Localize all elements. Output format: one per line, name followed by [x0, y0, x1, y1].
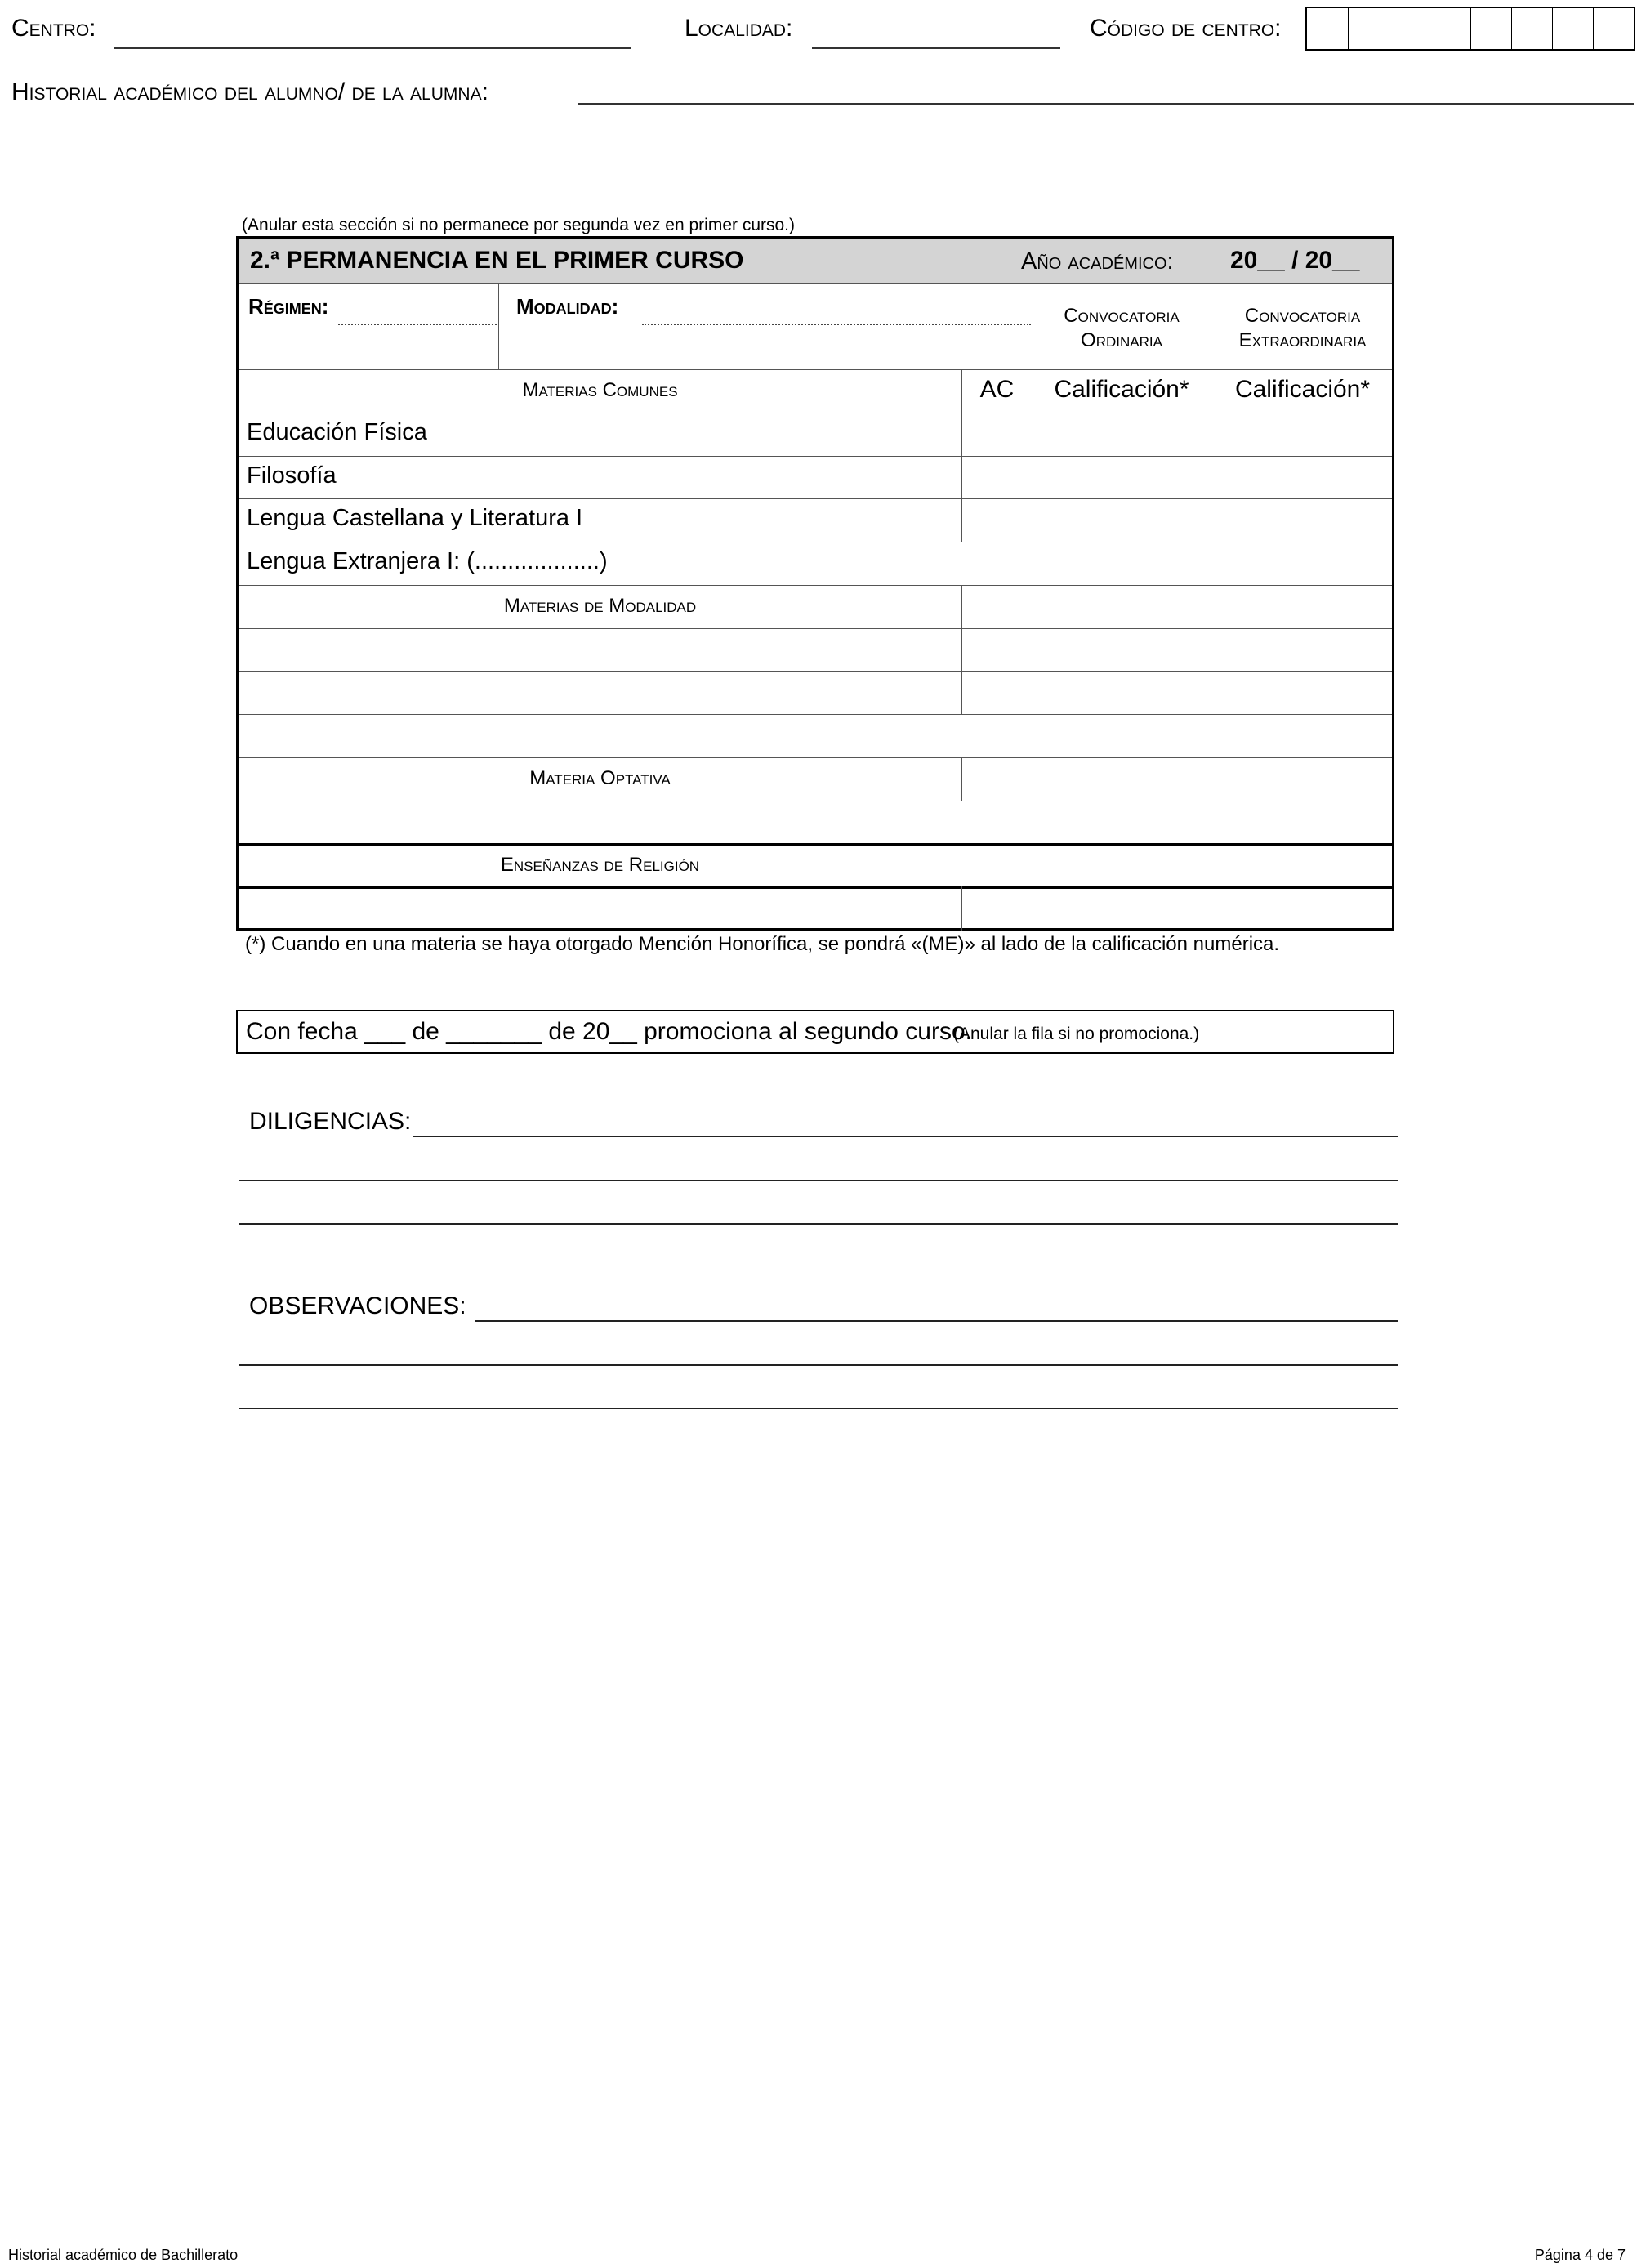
- convocatoria-ordinaria-line1: Convocatoria: [1064, 305, 1180, 327]
- promociona-text: Con fecha ___ de _______ de 20__ promociona al segundo curso.: [246, 1018, 972, 1045]
- diligencias-label: DILIGENCIAS:: [249, 1108, 412, 1135]
- subject-lengua-castellana: Lengua Castellana y Literatura I: [247, 505, 583, 531]
- regimen-label: Régimen:: [248, 294, 329, 319]
- historial-label: Historial académico del alumno/ de la alumna:: [11, 78, 488, 105]
- subject-educacion-fisica: Educación Física: [247, 419, 427, 445]
- convocatoria-extraordinaria-line1: Convocatoria: [1244, 305, 1361, 327]
- section-title: 2.ª PERMANENCIA EN EL PRIMER CURSO: [250, 247, 744, 274]
- calificacion-ordinaria-header: Calificación*: [1054, 376, 1189, 403]
- centro-label: Centro:: [11, 15, 96, 42]
- footer-page-number: Página 4 de 7: [1534, 2247, 1626, 2263]
- observaciones-line-2[interactable]: [239, 1364, 1398, 1366]
- historial-field[interactable]: [578, 103, 1634, 105]
- convocatoria-extraordinaria-header: [1211, 304, 1394, 353]
- subject-lengua-extranjera: Lengua Extranjera I: (...................): [247, 548, 608, 574]
- observaciones-line-1[interactable]: [475, 1320, 1398, 1322]
- codigo-centro-label: Código de centro:: [1090, 15, 1282, 42]
- regimen-field[interactable]: [338, 324, 497, 325]
- convocatoria-ordinaria-line2: Ordinaria: [1081, 329, 1162, 351]
- footer-left: Historial académico de Bachillerato: [8, 2247, 239, 2263]
- grades-table: [236, 236, 1394, 931]
- materias-comunes-header: Materias Comunes: [522, 379, 678, 401]
- diligencias-line-3[interactable]: [239, 1223, 1398, 1225]
- localidad-field[interactable]: [812, 47, 1060, 49]
- promociona-row[interactable]: [236, 1010, 1394, 1054]
- ensenanzas-religion-header: Enseñanzas de Religión: [500, 854, 700, 876]
- convocatoria-ordinaria-header: [1033, 304, 1211, 353]
- modalidad-label: Modalidad:: [516, 294, 619, 319]
- subject-filosofia: Filosofía: [247, 462, 337, 489]
- calificacion-extraordinaria-header: Calificación*: [1234, 376, 1371, 403]
- promociona-note: (Anular la fila si no promociona.): [953, 1025, 1200, 1043]
- ac-header: AC: [979, 376, 1015, 403]
- anio-academico-label: Año académico:: [1021, 248, 1174, 275]
- observaciones-line-3[interactable]: [239, 1408, 1398, 1409]
- localidad-label: Localidad:: [685, 15, 793, 42]
- modalidad-field[interactable]: [642, 324, 1031, 325]
- centro-field[interactable]: [114, 47, 631, 49]
- section-note: (Anular esta sección si no permanece por segunda vez en primer curso.): [242, 216, 796, 234]
- observaciones-label: OBSERVACIONES:: [249, 1292, 466, 1319]
- diligencias-line-2[interactable]: [239, 1180, 1398, 1181]
- diligencias-line-1[interactable]: [413, 1136, 1398, 1137]
- codigo-centro-boxes[interactable]: [1305, 7, 1635, 51]
- anio-academico-value: 20__ / 20__: [1230, 247, 1360, 274]
- convocatoria-extraordinaria-line2: Extraordinaria: [1238, 329, 1367, 351]
- materias-modalidad-header: Materias de Modalidad: [503, 595, 697, 617]
- footnote: (*) Cuando en una materia se haya otorgado Mención Honorífica, se pondrá «(ME)» al lado de la calificación numérica.: [245, 933, 1280, 955]
- materia-optativa-header: Materia Optativa: [529, 767, 671, 789]
